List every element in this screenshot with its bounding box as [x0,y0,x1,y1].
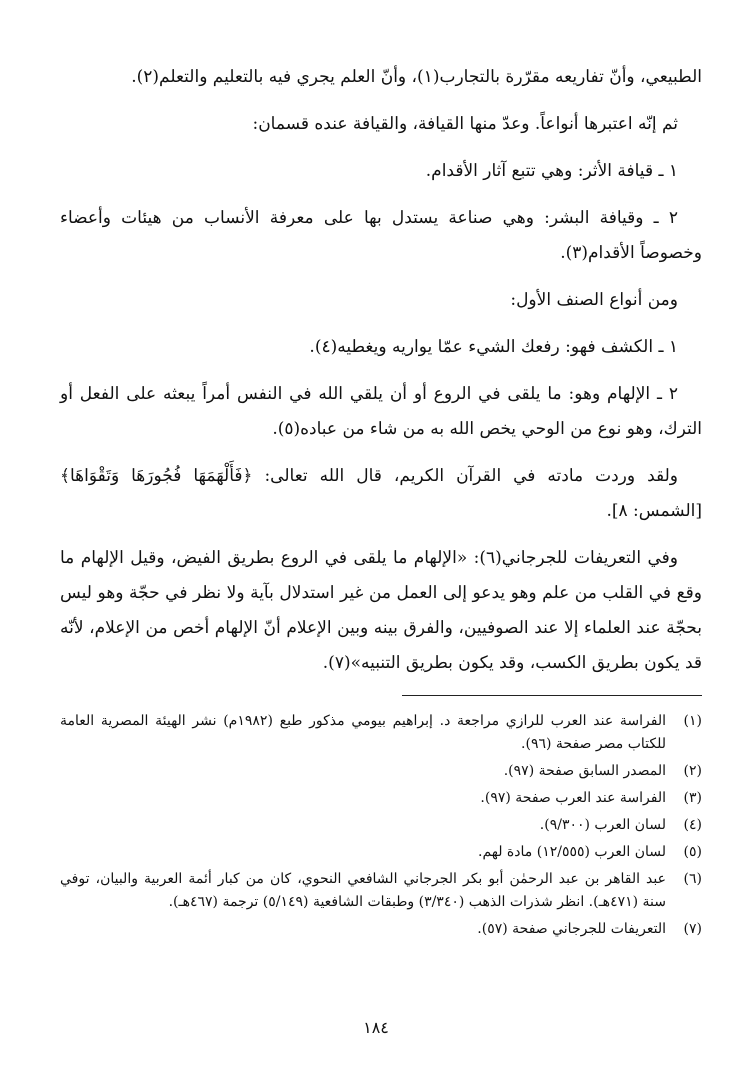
paragraph-2: ثم إنّه اعتبرها أنواعاً. وعدّ منها القيافة، والقيافة عنده قسمان: [252,114,678,134]
footnote-text: عبد القاهر بن عبد الرحمٰن أبو بكر الجرجاني الشافعي النحوي، كان من كبار أئمة العربية والبيان، توفي سنة (٤٧١هـ). انظر شذرات الذهب (٣/٣٤٠) وطبقات الشافعية (٥/١٤٩) ترجمة (٤٦٧هـ). [60,871,666,910]
footnote-number: (٥) [683,844,702,860]
footnote-text: لسان العرب (١٢/٥٥٥) مادة لهم. [478,844,666,860]
list-item-kashf: ١ ـ الكشف فهو: رفعك الشيء عمّا يواريه ويغطيه(٤). [309,337,678,357]
footnotes [60,710,702,941]
list-item-ilham: ٢ ـ الإلهام وهو: ما يلقى في الروع أو أن يلقي الله في النفس أمراً يبعثه على الفعل أو الترك، وهو نوع من الوحي يخص الله به من شاء من عباده(٥). [60,384,702,439]
footnote-text: التعريفات للجرجاني صفحة (٥٧). [477,921,666,937]
footnote-text: المصدر السابق صفحة (٩٧). [503,763,666,779]
footnote-item [60,918,702,941]
footnote-number: (٧) [683,921,702,937]
list-item-qiyafat-athar: ١ ـ قيافة الأثر: وهي تتبع آثار الأقدام. [425,161,678,181]
footnote-item [60,760,702,783]
list-item-qiyafat-bashar: ٢ ـ وقيافة البشر: وهي صناعة يستدل بها على معرفة الأنساب من هيئات وأعضاء وخصوصاً الأقدام(٣). [60,208,702,263]
footnote-number: (٢) [683,763,702,779]
footnote-item [60,787,702,810]
paragraph-jurjani-definition: وفي التعريفات للجرجاني(٦): «الإلهام ما يلقى في الروع بطريق الفيض، وقيل الإلهام ما وقع في القلب من علم وهو يدعو إلى العمل من غير استدلال بآية ولا نظر في حجّة وهو ليس بحجّة عند العلماء إلا عند الصوفيين، والفرق بينه وبين الإعلام أنّ الإلهام أخص من الإعلام، لأنّه قد يكون بطريق الكسب، وقد يكون بطريق التنبيه»(٧). [60,548,702,673]
footnote-number: (٣) [683,790,702,806]
footnote-text: الفراسة عند العرب للرازي مراجعة د. إبراهيم بيومي مذكور طبع (١٩٨٢م) نشر الهيئة المصرية العامة للكتاب مصر صفحة (٩٦). [60,713,666,752]
footnote-text: لسان العرب (٩/٣٠٠). [539,817,666,833]
footnote-number: (٦) [683,871,702,887]
page-number: ١٨٤ [363,1018,389,1037]
paragraph-quran-reference: ولقد وردت مادته في القرآن الكريم، قال الله تعالى: ﴿فَأَلْهَمَهَا فُجُورَهَا وَتَقْوَاهَا﴾ [الشمس: ٨]. [60,466,702,521]
footnote-item [60,868,702,914]
footnote-text: الفراسة عند العرب صفحة (٩٧). [480,790,666,806]
footnote-item [60,710,702,756]
footnote-number: (٤) [683,817,702,833]
paragraph-1: الطبيعي، وأنّ تفاريعه مقرّرة بالتجارب(١)، وأنّ العلم يجري فيه بالتعليم والتعلم(٢). [131,67,702,87]
paragraph-first-category: ومن أنواع الصنف الأول: [510,290,678,310]
footnote-item [60,841,702,864]
footnote-number: (١) [683,713,702,729]
footnote-item [60,814,702,837]
page-body [60,60,702,1070]
footnote-divider [402,695,702,696]
